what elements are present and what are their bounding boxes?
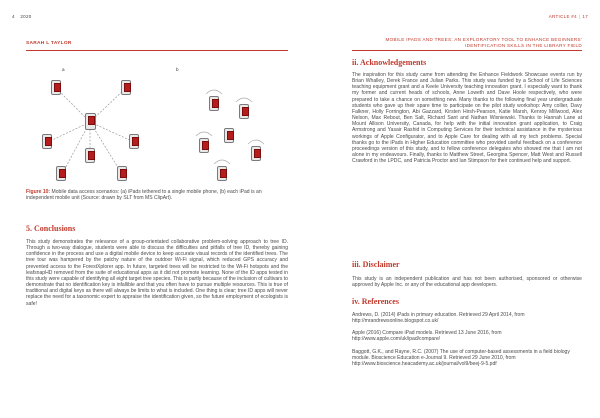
conclusions-body: This study demonstrates the relevance of a group-orientated collaborative problem-solving approach to tree ID. Through a two-way dialogue, students were able to discuss the difficulties and pitfalls of tree ID, thereby gaining confidence in the process and use a digital mobile device to keep accurate visual records of the identified trees. The tree tour was hampered by the patchy nature of the outdoor Wi-Fi signal, which reduced GPS accuracy and prevented access to the ForestXplorer app. In future, targeted trees will be restricted to the Wi-Fi hotspots and the leafsnapHD removed from the suite of educational apps as it did not promote learning. None of the ID apps tested in this study were capable of identifying all eight target tree species. This is partly because of the inclusion of cultivars to demonstrate that no identification key is infallible and that you often have to pursue multiple resources. This is true of traditional and digital keys as there will always be limits to what is included. One thing is clear; tree ID apps will never replace the need for a taxonomic expert to appraise the identification given, so the future employment of ecologists is safe!: [26, 239, 288, 307]
figure-caption-text: Mobile data access scenarios: (a) iPads tethered to a single mobile phone, (b) each iPad is an independent mobile unit (Source: drawn by SLT from MS ClipArt).: [26, 189, 262, 202]
ipad-icon: [85, 148, 95, 163]
article-label: ARTICLE #4: [548, 14, 577, 19]
reference-item: Apple (2016) Compare iPad models. Retrieved 13 June 2016, from http://www.apple.com/uk/ipad/compare/: [352, 330, 502, 343]
ipad-icon: [117, 166, 127, 181]
references-list: [352, 312, 582, 373]
ipad-icon: [217, 166, 227, 181]
references-heading: iv. References: [352, 297, 399, 306]
acknowledgements-body: The inspiration for this study came from attending the Enhance Fieldwork Showcase events run by Brian Whalley, Derek France and Julian Parks. This study was funded by a School of Life Sciences teaching equipment grant and a Keele University teaching innovation grant. I especially want to thank my former and current heads of schools, Anne Loweth and Dave Hoole respectively, who were prepared to take a chance on something new. Many thanks to the following final year undergraduate students who gave up their spare time to participate on the pilot study workshop: Amy collier, Davy Falkner, Holly Forrington, Abi Gazzard, Kirsten Hirsh-Pearson, Katie Marsh, Kenroy Millwood, Alex Nelson, Max Rebout, Ben Salt, Richard Sant and Nathan Wisniewski. Thanks to Hannah Lane at Mount Allison University, Canada, for help with the initial innovation grant application, to Craig Armstrong and Yasair Rashid in Computing Services for their technical assistance in the mysterious workings of Apple Configurator, and to Apple Care for dealing with all my tech problems. Special thanks go to the iPads in Higher Education committee who provided useful feedback on a conference proceedings version of this study, and to fellow conference delegates who showed me that I am not alone in my endeavours. Finally, thanks to Matthew Street, Georgina Spencer, Matt West and Russell Crawford in the LPDC, and Patricia Proctor and Ian Stimpson for their continued help and support.: [352, 72, 582, 165]
author-name: SARAH L TAYLOR: [26, 41, 72, 46]
reference-item: Baggott, G.K., and Rayne, R.C. (2007) The use of computer-based assessments in a field biology module. Bioscience Education e-Journal 9. Retrieved 29 June 2010, from http://www.bioscience.heacademy.ac.uk/journal/vol9/beej-9-5.pdf: [352, 348, 570, 367]
ipad-icon: [42, 134, 52, 149]
figure-panel-b-label: b: [176, 67, 179, 72]
divider-right: [352, 50, 582, 51]
running-title: MOBILE IPADS AND TREES: AN EXPLORATORY TOOL TO ENHANCE BEGINNERS' IDENTIFICATION SKILLS IN THE LIBRARY FIELD: [385, 37, 582, 48]
ipad-icon: [51, 80, 61, 95]
ipad-icon: [56, 166, 66, 181]
ipad-icon: [224, 128, 234, 143]
header-label-left: 2020: [20, 14, 32, 19]
page-header-left: [12, 14, 32, 19]
disclaimer-heading: iii. Disclaimer: [352, 260, 400, 269]
divider-left: [26, 50, 288, 51]
figure-10: [26, 58, 288, 188]
ipad-icon: [251, 146, 261, 161]
page-header-right: ARTICLE #4 | 17: [548, 14, 588, 19]
ipad-icon: [199, 138, 209, 153]
ipad-icon: [129, 134, 139, 149]
article-suffix: 17: [582, 14, 588, 19]
page-number: 4: [12, 14, 15, 19]
figure-panel-a-label: a: [62, 67, 65, 72]
ipad-icon: [209, 96, 219, 111]
figure-caption: [26, 189, 288, 201]
acknowledgements-heading: ii. Acknowledgements: [352, 58, 427, 67]
ipad-icon: [121, 80, 131, 95]
figure-caption-label: Figure 10:: [26, 189, 51, 195]
central-phone-icon: [85, 113, 96, 130]
ipad-icon: [239, 104, 249, 119]
disclaimer-body: This study is an independent publication and has not been authorised, sponsored or otherwise approved by Apple Inc. or any of the educational app developers.: [352, 276, 582, 289]
reference-item: Andrews, D. (2014) iPads in primary education. Retrieved 29 April 2014, from http://mrandrewsonline.blogspot.co.uk/: [352, 312, 525, 325]
conclusions-heading: 5. Conclusions: [26, 224, 76, 233]
